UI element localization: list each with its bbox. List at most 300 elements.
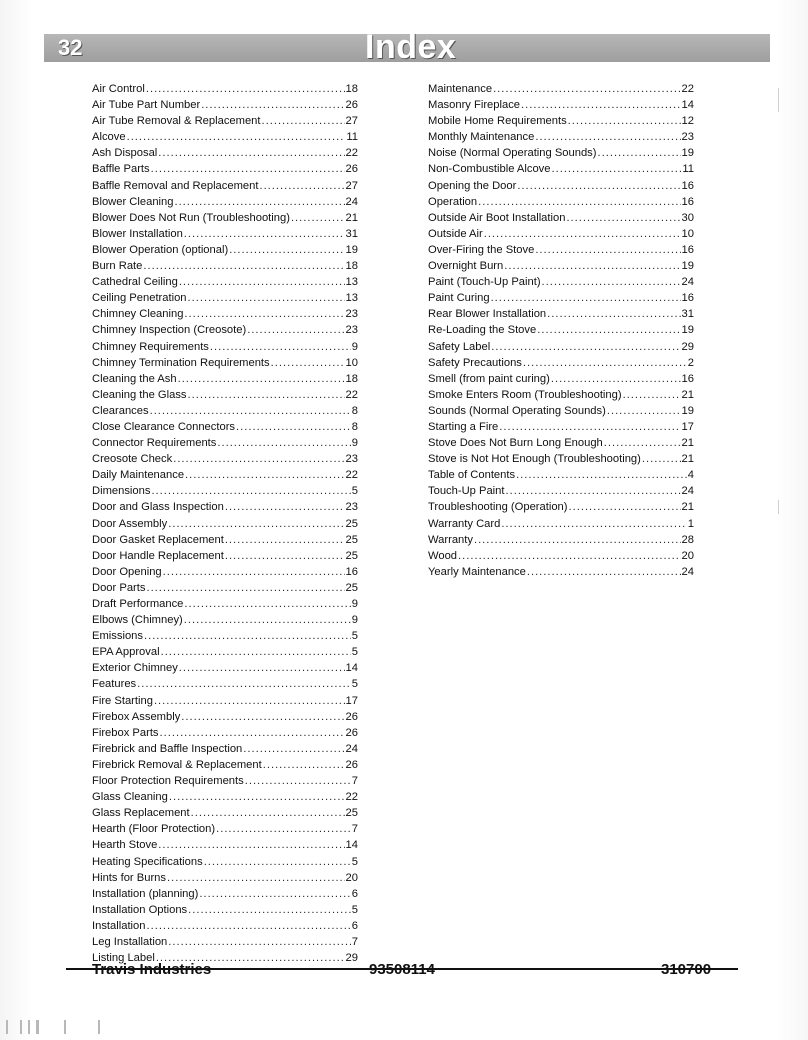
index-page-number: 23 (345, 324, 358, 337)
index-page-number: 17 (345, 694, 358, 707)
index-entry (92, 628, 358, 644)
index-term: Hearth Stove (92, 839, 158, 852)
index-page-number: 5 (351, 646, 358, 659)
index-term: Air Tube Removal & Replacement (92, 115, 261, 128)
index-page-number: 1 (687, 517, 694, 530)
index-entry (92, 210, 358, 226)
index-entry (92, 226, 358, 242)
index-term: Operation (428, 195, 478, 208)
index-term: Wood (428, 549, 458, 562)
dot-leader (225, 548, 345, 564)
index-entry (92, 499, 358, 515)
index-term: Blower Does Not Run (Troubleshooting) (92, 211, 290, 224)
index-page-number: 25 (345, 549, 358, 562)
index-page-number: 11 (682, 163, 694, 176)
index-term: Outside Air Boot Installation (428, 211, 566, 224)
dot-leader (474, 532, 681, 548)
index-entry (92, 242, 358, 258)
index-entry (428, 81, 694, 97)
index-entry (92, 789, 358, 805)
index-term: Draft Performance (92, 598, 184, 610)
index-term: Dimensions (92, 485, 151, 498)
dot-leader (521, 97, 681, 113)
index-term: Air Control (92, 83, 145, 95)
dot-leader (484, 226, 681, 242)
index-term: Close Clearance Connectors (92, 420, 236, 433)
index-page-number: 19 (681, 404, 694, 417)
index-page-number: 26 (345, 99, 358, 112)
index-page-number: 19 (345, 243, 358, 256)
dot-leader (151, 483, 350, 499)
page-number: 32 (58, 35, 83, 60)
scan-edge-mark (778, 500, 779, 514)
index-entry (92, 596, 358, 612)
index-page-number: 18 (345, 83, 358, 95)
index-page-number: 17 (681, 420, 694, 433)
dot-leader (568, 113, 681, 129)
index-term: Chimney Termination Requirements (92, 356, 270, 369)
index-page-number: 22 (345, 469, 358, 482)
index-entry (92, 178, 358, 194)
index-entry (92, 934, 358, 950)
index-term: Hints for Burns (92, 871, 166, 884)
dot-leader (504, 258, 680, 274)
index-page-number: 9 (351, 598, 358, 610)
dot-leader (552, 161, 682, 177)
index-term: Connector Requirements (92, 437, 217, 450)
index-entry (428, 306, 694, 322)
dot-leader (158, 145, 344, 161)
dot-leader (146, 580, 344, 596)
dot-leader (137, 676, 351, 692)
dot-leader (542, 274, 681, 290)
index-page-number: 31 (345, 227, 358, 240)
index-entry (92, 483, 358, 499)
index-page-number: 18 (345, 260, 358, 273)
index-term: Yearly Maintenance (428, 565, 526, 578)
index-page-number: 5 (351, 485, 358, 498)
index-term: Paint Curing (428, 292, 490, 305)
dot-leader (150, 403, 351, 419)
dot-leader (493, 81, 680, 97)
index-term: Maintenance (428, 83, 493, 95)
index-term: Outside Air (428, 227, 483, 240)
index-term: Masonry Fireplace (428, 99, 521, 112)
index-page-number: 20 (345, 871, 358, 884)
index-entry (92, 129, 358, 145)
dot-leader (458, 548, 681, 564)
index-term: Paint (Touch-Up Paint) (428, 276, 541, 289)
dot-leader (181, 709, 344, 725)
index-entry (92, 451, 358, 467)
index-entry (428, 371, 694, 387)
index-page-number: 31 (681, 308, 694, 321)
index-entry (92, 290, 358, 306)
index-term: Stove is Not Hot Enough (Troubleshooting) (428, 453, 641, 466)
index-entry (92, 81, 358, 97)
index-entry (92, 676, 358, 692)
index-term: Stove Does Not Burn Long Enough (428, 437, 603, 450)
dot-leader (160, 725, 345, 741)
index-entry (92, 306, 358, 322)
index-page-number: 6 (351, 887, 358, 900)
index-page-number: 14 (345, 839, 358, 852)
index-page-number: 24 (681, 485, 694, 498)
dot-leader (499, 419, 680, 435)
index-term: Chimney Requirements (92, 340, 209, 353)
dot-leader (188, 387, 345, 403)
index-term: Blower Operation (optional) (92, 243, 229, 256)
index-page-number: 21 (681, 437, 694, 450)
index-term: Re-Loading the Stove (428, 324, 537, 337)
index-entry (92, 387, 358, 403)
dot-leader (184, 226, 345, 242)
dot-leader (146, 81, 345, 97)
index-page-number: 4 (687, 469, 694, 482)
index-term: EPA Approval (92, 646, 160, 659)
index-entry (428, 451, 694, 467)
index-term: Cathedral Ceiling (92, 276, 178, 289)
dot-leader (229, 242, 344, 258)
dot-leader (491, 290, 681, 306)
index-page-number: 2 (687, 356, 694, 369)
index-entry (92, 644, 358, 660)
index-entry (428, 129, 694, 145)
index-entry (92, 837, 358, 853)
index-entry (92, 805, 358, 821)
dot-leader (184, 612, 351, 628)
index-term: Cleaning the Glass (92, 388, 187, 401)
dot-leader (217, 435, 350, 451)
index-page-number: 24 (681, 276, 694, 289)
index-page-number: 11 (346, 131, 358, 144)
index-page-number: 22 (345, 791, 358, 804)
index-entry (92, 886, 358, 902)
index-term: Smell (from paint curing) (428, 372, 550, 385)
index-entry (428, 403, 694, 419)
index-page-number: 29 (681, 340, 694, 353)
index-term: Door Opening (92, 565, 162, 578)
index-column-right (428, 81, 694, 580)
dot-leader (566, 210, 680, 226)
index-term: Listing Label (92, 952, 155, 965)
index-entry (428, 435, 694, 451)
index-page-number: 22 (345, 147, 358, 160)
index-page-number: 8 (351, 420, 358, 433)
dot-leader (188, 290, 345, 306)
index-entry (92, 564, 358, 580)
index-page-number: 5 (351, 678, 358, 691)
index-entry (92, 918, 358, 934)
index-page-number: 23 (345, 453, 358, 466)
index-term: Non-Combustible Alcove (428, 163, 551, 176)
index-term: Alcove (92, 131, 126, 144)
index-page-number: 23 (345, 308, 358, 321)
dot-leader (127, 129, 346, 145)
index-entry (428, 387, 694, 403)
dot-leader (168, 516, 344, 532)
index-entry (428, 532, 694, 548)
dot-leader (236, 419, 351, 435)
index-page-number: 25 (345, 533, 358, 546)
dot-leader (185, 467, 345, 483)
index-entry (92, 355, 358, 371)
dot-leader (516, 467, 687, 483)
dot-leader (501, 516, 686, 532)
dot-leader (623, 387, 681, 403)
dot-leader (201, 97, 344, 113)
index-page-number: 5 (351, 903, 358, 916)
index-term: Firebox Parts (92, 726, 159, 739)
index-entry (92, 339, 358, 355)
index-term: Blower Cleaning (92, 195, 174, 208)
dot-leader (245, 773, 351, 789)
index-page-number: 21 (681, 453, 694, 466)
index-entry (428, 258, 694, 274)
index-page-number: 28 (681, 533, 694, 546)
index-term: Overnight Burn (428, 260, 504, 273)
dot-leader (243, 741, 344, 757)
index-entry (428, 483, 694, 499)
dot-leader (167, 870, 345, 886)
index-page-number: 16 (681, 179, 694, 192)
dot-leader (151, 161, 345, 177)
index-entry (92, 709, 358, 725)
index-term: Heating Specifications (92, 855, 203, 868)
dot-leader (506, 483, 681, 499)
scan-artifact-marks (6, 1020, 116, 1034)
index-page-number: 8 (351, 404, 358, 417)
dot-leader (604, 435, 681, 451)
index-entry (92, 435, 358, 451)
index-entry (428, 210, 694, 226)
index-entry (428, 242, 694, 258)
dot-leader (188, 902, 351, 918)
dot-leader (535, 129, 680, 145)
index-entry (428, 499, 694, 515)
dot-leader (163, 564, 345, 580)
dot-leader (210, 339, 351, 355)
index-page-number: 29 (345, 952, 358, 965)
index-entry (428, 467, 694, 483)
dot-leader (143, 258, 344, 274)
index-entry (92, 274, 358, 290)
index-term: Cleaning the Ash (92, 372, 177, 385)
index-term: Leg Installation (92, 935, 168, 948)
index-entry (92, 773, 358, 789)
dot-leader (144, 628, 351, 644)
index-term: Touch-Up Paint (428, 485, 505, 498)
index-term: Features (92, 678, 137, 691)
index-term: Starting a Fire (428, 420, 499, 433)
index-entry (92, 403, 358, 419)
dot-leader (216, 821, 351, 837)
index-page-number: 6 (351, 919, 358, 932)
index-term: Door Handle Replacement (92, 549, 224, 562)
dot-leader (147, 918, 351, 934)
index-term: Glass Cleaning (92, 791, 168, 804)
index-term: Door and Glass Inspection (92, 501, 224, 514)
dot-leader (174, 194, 344, 210)
index-term: Firebox Assembly (92, 710, 181, 723)
dot-leader (179, 660, 345, 676)
index-term: Sounds (Normal Operating Sounds) (428, 404, 606, 417)
index-page-number: 16 (345, 565, 358, 578)
index-entry (92, 660, 358, 676)
index-page-number: 19 (681, 147, 694, 160)
dot-leader (478, 194, 680, 210)
index-entry (92, 548, 358, 564)
dot-leader (184, 306, 344, 322)
index-term: Fire Starting (92, 694, 153, 707)
index-term: Smoke Enters Room (Troubleshooting) (428, 388, 622, 401)
index-page-number: 5 (351, 630, 358, 643)
index-page-number: 19 (681, 260, 694, 273)
index-term: Installation (planning) (92, 887, 199, 900)
index-entry (92, 145, 358, 161)
index-page-number: 20 (681, 549, 694, 562)
index-term: Troubleshooting (Operation) (428, 501, 568, 514)
index-page-number: 23 (345, 501, 358, 514)
index-term: Exterior Chimney (92, 662, 178, 675)
index-page-number: 9 (351, 614, 358, 627)
dot-leader (158, 837, 344, 853)
index-entry (428, 564, 694, 580)
index-entry (428, 226, 694, 242)
index-term: Baffle Parts (92, 163, 150, 176)
index-page-number: 21 (681, 388, 694, 401)
index-page-number: 21 (345, 211, 358, 224)
index-term: Door Assembly (92, 517, 168, 530)
index-entry (428, 355, 694, 371)
index-entry (428, 113, 694, 129)
index-page-number: 22 (345, 388, 358, 401)
dot-leader (225, 499, 345, 515)
index-page-number: 19 (681, 324, 694, 337)
index-entry (428, 194, 694, 210)
dot-leader (535, 242, 680, 258)
index-term: Warranty Card (428, 517, 501, 530)
index-page-number: 13 (345, 292, 358, 305)
index-entry (92, 532, 358, 548)
index-term: Monthly Maintenance (428, 131, 535, 144)
index-page-number: 7 (351, 823, 358, 836)
dot-leader (161, 644, 351, 660)
index-page-number: 25 (345, 581, 358, 594)
index-term: Installation (92, 919, 146, 932)
dot-leader (262, 113, 345, 129)
index-entry (92, 741, 358, 757)
index-entry (428, 339, 694, 355)
index-term: Elbows (Chimney) (92, 614, 183, 627)
index-page-number: 12 (681, 115, 694, 128)
index-term: Ceiling Penetration (92, 292, 187, 305)
index-term: Ash Disposal (92, 147, 158, 160)
index-page-number: 16 (681, 292, 694, 305)
dot-leader (173, 451, 344, 467)
index-entry (92, 371, 358, 387)
index-term: Chimney Cleaning (92, 308, 184, 321)
scan-edge-mark (778, 88, 779, 112)
index-entry (92, 194, 358, 210)
index-page-number: 25 (345, 807, 358, 820)
dot-leader (179, 274, 345, 290)
index-page-number: 9 (351, 340, 358, 353)
index-entry (428, 290, 694, 306)
index-entry (92, 854, 358, 870)
index-page-number: 16 (681, 243, 694, 256)
index-term: Creosote Check (92, 453, 173, 466)
index-term: Opening the Door (428, 179, 517, 192)
index-term: Air Tube Part Number (92, 99, 201, 112)
dot-leader (517, 178, 680, 194)
footer-date-code: 310700 (661, 961, 712, 978)
index-page-number: 7 (351, 775, 358, 788)
index-page-number: 26 (345, 710, 358, 723)
index-entry (92, 757, 358, 773)
index-page-number: 27 (345, 115, 358, 128)
index-term: Door Parts (92, 581, 146, 594)
index-term: Firebrick Removal & Replacement (92, 758, 262, 771)
index-entry (428, 161, 694, 177)
index-term: Table of Contents (428, 469, 516, 482)
index-page-number: 26 (345, 163, 358, 176)
index-entry (92, 113, 358, 129)
index-page-number: 26 (345, 726, 358, 739)
index-term: Floor Protection Requirements (92, 775, 244, 788)
dot-leader (271, 355, 345, 371)
index-entry (428, 97, 694, 113)
index-term: Safety Precautions (428, 356, 522, 369)
dot-leader (551, 371, 681, 387)
index-page-number: 14 (345, 662, 358, 675)
index-entry (92, 612, 358, 628)
index-page-number: 30 (681, 211, 694, 224)
index-term: Hearth (Floor Protection) (92, 823, 216, 836)
dot-leader (191, 805, 345, 821)
footer-company: Travis Industries (92, 961, 212, 978)
index-term: Firebrick and Baffle Inspection (92, 742, 243, 755)
index-entry (92, 580, 358, 596)
index-entry (428, 419, 694, 435)
index-entry (92, 725, 358, 741)
index-term: Installation Options (92, 903, 188, 916)
dot-leader (642, 451, 681, 467)
index-page-number: 25 (345, 517, 358, 530)
dot-leader (247, 322, 344, 338)
index-page-number: 10 (345, 356, 358, 369)
index-term: Baffle Removal and Replacement (92, 179, 259, 192)
footer-part-number: 93508114 (369, 961, 435, 978)
dot-leader (204, 854, 351, 870)
dot-leader (547, 306, 680, 322)
dot-leader (491, 339, 680, 355)
index-term: Over-Firing the Stove (428, 243, 535, 256)
dot-leader (259, 178, 344, 194)
index-page-number: 27 (345, 179, 358, 192)
index-entry (92, 516, 358, 532)
index-entry (428, 548, 694, 564)
index-term: Blower Installation (92, 227, 183, 240)
index-term: Rear Blower Installation (428, 308, 547, 321)
dot-leader (168, 934, 351, 950)
index-entry (92, 97, 358, 113)
dot-leader (154, 693, 345, 709)
index-page-number: 18 (345, 372, 358, 385)
index-entry (92, 870, 358, 886)
index-page-number: 24 (345, 742, 358, 755)
index-page-number: 26 (345, 758, 358, 771)
